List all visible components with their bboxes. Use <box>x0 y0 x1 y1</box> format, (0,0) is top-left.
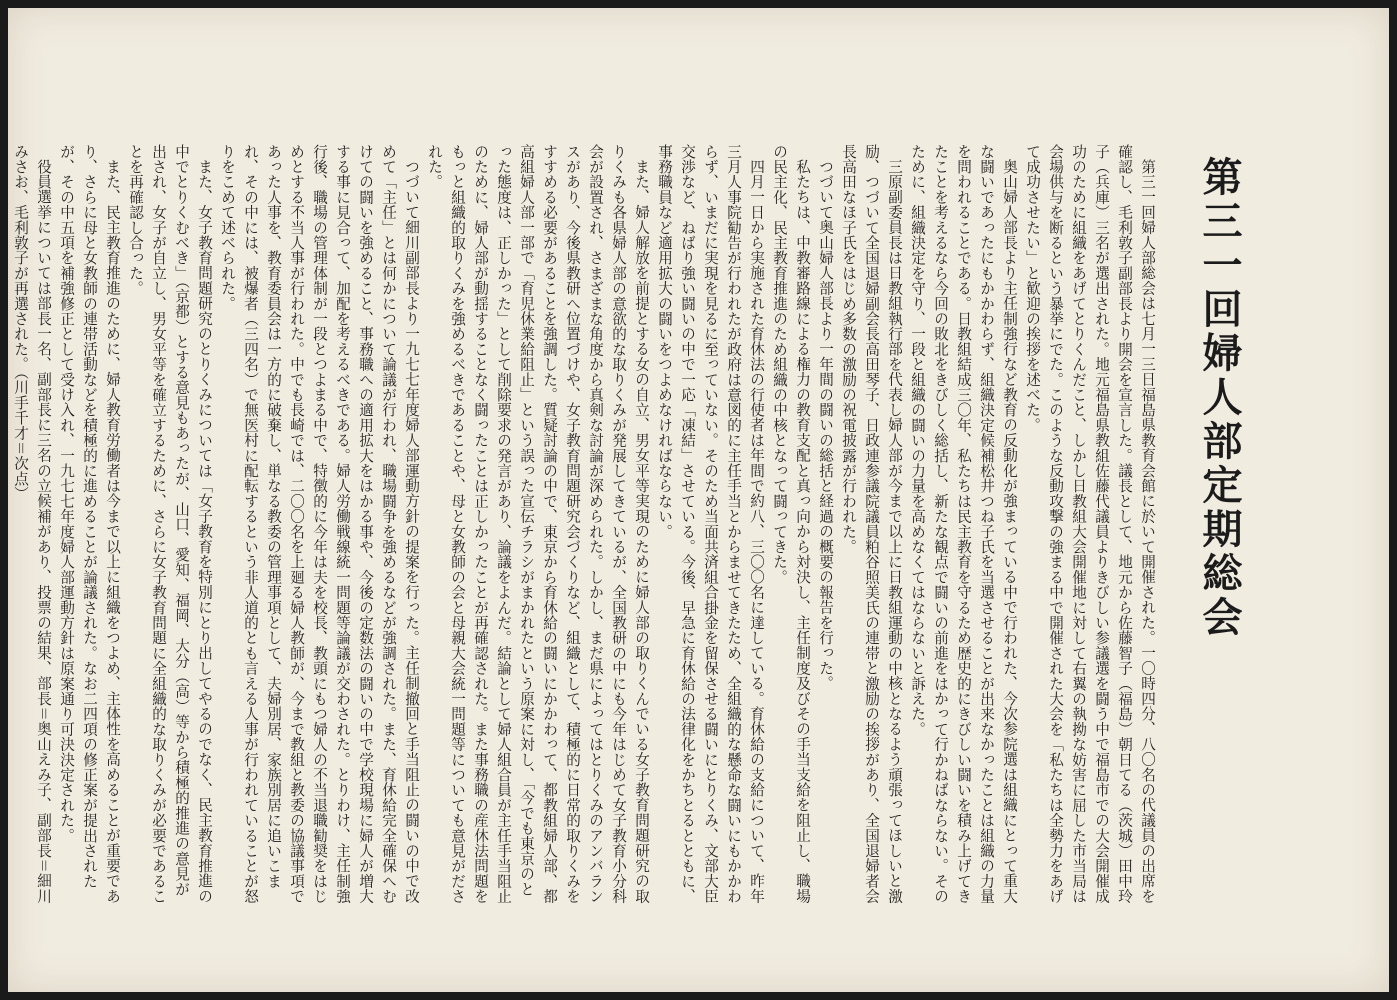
paragraph: 三原副委員長は日教組執行部を代表し婦人部が今まで以上に日教組運動の中核となるよう頑張ってほしいと激励、つづいて全国退婦副会長高田琴子、日政連参議院議員粕谷照美氏の連帯と激励の挨拶があり、全国退婦者会長高田なほ子氏をはじめ多数の激励の祝電披露が行われた。 <box>840 144 903 904</box>
paragraph: 奥山婦人部長より主任制強行など教育の反動化が強まっている中で行われた、今次参院選は組織にとって重大な闘いであったにもかかわらず、組織決定候補松井つね子氏を当選させることが出来なかったことは組織の力量を問われることである。日教組結成三〇年、私たちは民主教育を守るため歴史的にきびしい闘いを積み上げてきたことを考えるなら今回の敗北をきびしく総括し、新たな観点で闘いの前進をはかって行かねばならない。そのために、組織決定を守り、一段と組織の闘いの力量を高めなくてはならないと訴えた。 <box>909 144 1018 904</box>
paragraph: つづいて奥山婦人部長より一年間の闘いの総括と経過の概要の報告を行った。 <box>817 158 834 691</box>
paragraph: つづいて細川副部長より一九七七年度婦人部運動方針の提案を行った。主任制撤回と手当阻止の闘いの中で改めて「主任」とは何かについて論議が行われ、職場闘争を強めるなどが強調された。また、育休給完全確保へむけての闘いを強めること、事務職への適用拡大をはかる事や、今後の定数法の闘いの中で学校現場に婦人が増大する事に見合って、加配を考えるべきである。婦人労働戦線統一問題等論議が交わされた。とりわけ、主任制強行後、職場の管理体制が一段とつよまる中で、特徴的に今年は夫を校長、教頭にもつ婦人の不当退職勧奨をはじめとする不当人事が行われた。中でも長崎では、二〇〇名を上廻る婦人教師が、今まで教組と教委の協議事項であった人事を、教育委員会は一方的に破棄し、単なる教委の管理事項として、夫婦別居、家族別居に追いこまれ、その中には、被爆者（三四名）で無医村に配転するという非人道的とも言える人事が行われていることが怒りをこめて述べられた。 <box>219 144 420 904</box>
paragraph: 役員選挙については部長一名、副部長に三名の立候補があり、投票の結果、部長＝奥山えみ子、副部長＝細川みさお、毛利敦子が再選された。（川手千才＝次点） <box>12 144 52 904</box>
article-body <box>12 144 1159 904</box>
document-page <box>8 8 1389 992</box>
paragraph: また、民主教育推進のために、婦人教育労働者は今まで以上に組織をつよめ、主体性を高めることが重要であり、さらに母と女教師の連帯活動などを積極的に進めることが論議された。なお二四項の修正案が提出されたが、その中五項を補強修正として受け入れ、一九七七年度婦人部運動方針は原案通り可決決定された。 <box>58 144 121 904</box>
paragraph: また、婦人解放を前提とする女の自立、男女平等実現のために婦人部の取りくんでいる女子教育問題研究の取りくみも各県婦人部の意欲的な取りくみが発展してきているが、全国教研の中にも今年はじめて女子教育小分科会が設置され、さまざまな角度から真剣な討論が深められた。しかし、まだ県によってはとりくみのアンバランスがあり、今後県教研へ位置づけや、女子教育問題研究会づくりなど、組織として、積極的に日常的取りくみをすすめる必要があることを強調した。質疑討論の中で、東京から育休給の闘いにかかわって、都教組婦人部、都高組婦人部一部で「育児休業給阻止」という誤った宣伝チラシがまかれたという原案に対し、「今でも東京のとった態度は、正しかった」として削除要求の発言があり、論議をよんだ。結論として婦人組合員が主任手当阻止のために、婦人部が動揺することなく闘ったことは正しかったことが再確認された。また事務職の産休法問題をもっと組織的取りくみを強めるべきであることや、母と女教師の会と母親大会統一問題等についても意見がだされた。 <box>426 144 650 904</box>
paragraph: 第三一回婦人部総会は七月一三日福島県教育会館に於いて開催された。一〇時四分、八〇名の代議員の出席を確認し、毛利敦子副部長より開会を宣言した。議長として、地元から佐藤智子（福島）朝日てる（茨城）田中玲子（兵庫）三名が選出された。地元福島県教組佐藤代議員よりきびしい参議選を闘う中で福島市での大会開催成功のために組織をあげてとりくんだこと、しかし日教組大会開催地に対して右翼の執拗な妨害に屈した市当局は会場供与を断るという暴挙にでた。このような反動攻撃の強まる中で開催された大会を「私たちは全勢力をあげて成功させたい」と歓迎の挨拶を述べた。 <box>1024 144 1156 904</box>
paragraph: 私たちは、中教審路線による権力の教育支配と真っ向から対決し、主任制度及びその手当支給を阻止し、職場の民主化、民主教育推進のため組織の中核となって闘ってきた。 <box>771 144 811 904</box>
paragraph: 四月一日から実施された育休法の行使者は年間で約八、三〇〇名に達している。育休給の支給について、昨年三月人事院勧告が行われたが政府は意図的に主任手当とからませてきたため、全組織的な懸命な闘いにもかかわらず、いまだに実現を見るに至っていない。そのため当面共済組合掛金を留保させる闘いにとりくみ、文部大臣交渉など、ねばり強い闘いの中で一応「凍結」させている。今後、早急に育休給の法律化をかちとるとともに、事務職員など適用拡大の闘いをつよめなければならない。 <box>656 144 765 904</box>
page-title: 第三一回婦人部定期総会 <box>1196 156 1243 640</box>
paragraph: また、女子教育問題研究のとりくみについては「女子教育を特別にとり出してやるのでなく、民主教育推進の中でとりくむべき」（京都）とする意見もあったが、山口、愛知、福岡、大分（高）等から積極的推進の意見が出され、女子が自立し、男女平等を確立するために、さらに女子教育問題に全組織的な取りくみが必要であることを再確認し合った。 <box>127 144 213 904</box>
